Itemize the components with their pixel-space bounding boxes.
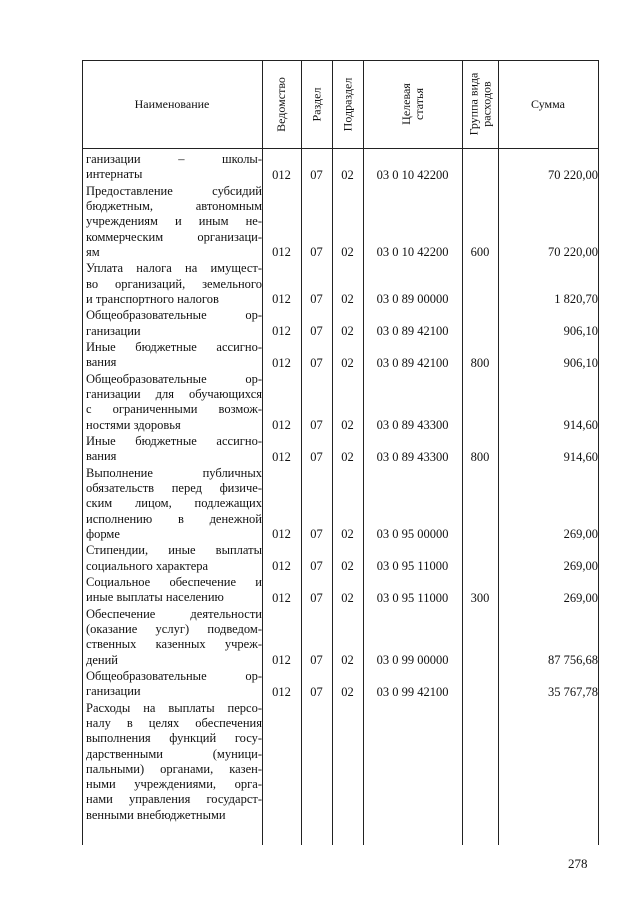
row-name-line: ганизации bbox=[86, 323, 141, 338]
row-name bbox=[86, 607, 262, 668]
row-name-line: во организаций, земельного bbox=[86, 276, 262, 291]
row-name-line: ственных казенных учреж- bbox=[86, 637, 262, 652]
row-name-line: вания bbox=[86, 449, 117, 464]
row-name-line: нами управления государст- bbox=[86, 792, 262, 807]
row-vedomstvo: 012 bbox=[272, 418, 291, 433]
row-summa: 914,60 bbox=[563, 449, 598, 464]
row-name-line: Выполнение публичных bbox=[86, 465, 262, 480]
row-summa: 906,10 bbox=[563, 324, 598, 339]
row-summa: 914,60 bbox=[563, 418, 598, 433]
row-summa: 35 767,78 bbox=[548, 684, 598, 699]
header-vedomstvo: Ведомство bbox=[274, 76, 289, 132]
row-celevaya-statya: 03 0 99 42100 bbox=[376, 684, 449, 699]
row-gruppa: 600 bbox=[470, 245, 490, 260]
header-razdel: Раздел bbox=[309, 87, 324, 121]
row-summa: 70 220,00 bbox=[548, 167, 598, 182]
row-razdel: 07 bbox=[310, 324, 323, 339]
row-vedomstvo: 012 bbox=[272, 527, 291, 542]
row-name-line: венными внебюджетными bbox=[86, 807, 226, 822]
row-name-line: социального характера bbox=[86, 558, 209, 573]
row-name-line: выполнения функций госу- bbox=[86, 731, 262, 746]
row-razdel: 07 bbox=[310, 292, 323, 307]
table-right-border bbox=[598, 60, 599, 845]
row-name-line: ганизации bbox=[86, 684, 141, 699]
row-podrazdel: 02 bbox=[341, 355, 354, 370]
row-summa: 269,00 bbox=[563, 590, 598, 605]
row-name-line: Стипендии, иные выплаты bbox=[86, 543, 262, 558]
row-podrazdel: 02 bbox=[341, 292, 354, 307]
row-name-line: налу в целях обеспечения bbox=[86, 715, 262, 730]
row-podrazdel: 02 bbox=[341, 527, 354, 542]
row-vedomstvo: 012 bbox=[272, 684, 291, 699]
row-name-line: Расходы на выплаты персо- bbox=[86, 700, 262, 715]
row-podrazdel: 02 bbox=[341, 324, 354, 339]
row-name-line: ганизации для обучающихся bbox=[86, 386, 262, 401]
row-name bbox=[86, 308, 262, 339]
row-name bbox=[86, 152, 262, 183]
page-number: 278 bbox=[568, 856, 588, 871]
row-name-line: учреждениям и иным не- bbox=[86, 214, 262, 229]
row-podrazdel: 02 bbox=[341, 653, 354, 668]
row-name-line: иные выплаты населению bbox=[86, 590, 224, 605]
row-vedomstvo: 012 bbox=[272, 292, 291, 307]
row-name-line: вания bbox=[86, 355, 117, 370]
row-celevaya-statya: 03 0 10 42200 bbox=[376, 167, 449, 182]
row-podrazdel: 02 bbox=[341, 449, 354, 464]
header-podrazdel: Подраздел bbox=[340, 77, 355, 131]
row-name-line: Уплата налога на имущест- bbox=[86, 261, 262, 276]
row-podrazdel: 02 bbox=[341, 559, 354, 574]
row-name bbox=[86, 575, 262, 606]
row-celevaya-statya: 03 0 89 42100 bbox=[376, 355, 449, 370]
row-summa: 269,00 bbox=[563, 559, 598, 574]
row-celevaya-statya: 03 0 89 43300 bbox=[376, 418, 449, 433]
row-name bbox=[86, 261, 262, 307]
header-bottom-border bbox=[82, 148, 599, 149]
row-name-line: ными учреждениями, орга- bbox=[86, 777, 262, 792]
row-name bbox=[86, 669, 262, 700]
row-razdel: 07 bbox=[310, 245, 323, 260]
row-gruppa: 800 bbox=[470, 355, 490, 370]
row-celevaya-statya: 03 0 99 00000 bbox=[376, 653, 449, 668]
row-celevaya-statya: 03 0 89 42100 bbox=[376, 324, 449, 339]
row-gruppa: 300 bbox=[470, 590, 490, 605]
row-name bbox=[86, 466, 262, 542]
row-name-line: Иные бюджетные ассигно- bbox=[86, 434, 262, 448]
row-name-line: Общеобразовательные ор- bbox=[86, 308, 262, 323]
row-celevaya-statya: 03 0 89 00000 bbox=[376, 292, 449, 307]
row-podrazdel: 02 bbox=[341, 418, 354, 433]
row-name-line: интернаты bbox=[86, 167, 143, 182]
row-razdel: 07 bbox=[310, 559, 323, 574]
row-name-line: исполнению в денежной bbox=[86, 511, 262, 526]
row-podrazdel: 02 bbox=[341, 245, 354, 260]
row-razdel: 07 bbox=[310, 418, 323, 433]
row-vedomstvo: 012 bbox=[272, 324, 291, 339]
row-summa: 87 756,68 bbox=[548, 653, 598, 668]
header-name: Наименование bbox=[134, 97, 210, 111]
row-vedomstvo: 012 bbox=[272, 559, 291, 574]
row-razdel: 07 bbox=[310, 527, 323, 542]
row-razdel: 07 bbox=[310, 167, 323, 182]
row-name bbox=[86, 372, 262, 433]
row-name-line: Иные бюджетные ассигно- bbox=[86, 340, 262, 354]
row-name-line: дарственными (муници- bbox=[86, 746, 262, 761]
row-name-line: коммерческим организаци- bbox=[86, 229, 262, 244]
row-celevaya-statya: 03 0 95 00000 bbox=[376, 527, 449, 542]
row-name-line: Социальное обеспечение и bbox=[86, 575, 262, 589]
row-name-line: ским лицом, подлежащих bbox=[86, 496, 262, 511]
row-podrazdel: 02 bbox=[341, 167, 354, 182]
row-summa: 70 220,00 bbox=[548, 245, 598, 260]
row-name-line: ностями здоровья bbox=[86, 417, 181, 432]
row-vedomstvo: 012 bbox=[272, 245, 291, 260]
row-vedomstvo: 012 bbox=[272, 449, 291, 464]
row-razdel: 07 bbox=[310, 653, 323, 668]
row-name-line: (оказание услуг) подведом- bbox=[86, 621, 262, 636]
row-name-line: ганизации – школы- bbox=[86, 152, 262, 166]
row-name bbox=[86, 701, 262, 823]
row-name bbox=[86, 434, 262, 465]
row-gruppa: 800 bbox=[470, 449, 490, 464]
header-celevaya-statya: Целевая статья bbox=[398, 83, 426, 125]
row-summa: 269,00 bbox=[563, 527, 598, 542]
row-name-line: Предоставление субсидий bbox=[86, 183, 262, 198]
row-podrazdel: 02 bbox=[341, 684, 354, 699]
row-summa: 906,10 bbox=[563, 355, 598, 370]
header-summa: Сумма bbox=[531, 97, 565, 111]
row-name-line: дений bbox=[86, 652, 118, 667]
row-vedomstvo: 012 bbox=[272, 355, 291, 370]
row-razdel: 07 bbox=[310, 355, 323, 370]
row-name-line: Обеспечение деятельности bbox=[86, 606, 262, 621]
row-vedomstvo: 012 bbox=[272, 590, 291, 605]
row-vedomstvo: 012 bbox=[272, 167, 291, 182]
row-name-line: бюджетным, автономным bbox=[86, 198, 262, 213]
row-name-line: пальными) органами, казен- bbox=[86, 761, 262, 776]
row-name-line: форме bbox=[86, 526, 120, 541]
row-name bbox=[86, 184, 262, 260]
header-gruppa-vida-rashodov: Группа вида расходов bbox=[466, 72, 493, 136]
row-celevaya-statya: 03 0 89 43300 bbox=[376, 449, 449, 464]
row-name-line: обязательств перед физиче- bbox=[86, 480, 262, 495]
row-razdel: 07 bbox=[310, 684, 323, 699]
row-celevaya-statya: 03 0 10 42200 bbox=[376, 245, 449, 260]
row-name-line: с ограниченными возмож- bbox=[86, 402, 262, 417]
row-name-line: и транспортного налогов bbox=[86, 291, 219, 306]
row-celevaya-statya: 03 0 95 11000 bbox=[376, 590, 449, 605]
row-razdel: 07 bbox=[310, 449, 323, 464]
row-vedomstvo: 012 bbox=[272, 653, 291, 668]
row-podrazdel: 02 bbox=[341, 590, 354, 605]
row-summa: 1 820,70 bbox=[554, 292, 598, 307]
row-razdel: 07 bbox=[310, 590, 323, 605]
row-name-line: Общеобразовательные ор- bbox=[86, 371, 262, 386]
row-name-line: Общеобразовательные ор- bbox=[86, 669, 262, 683]
row-name bbox=[86, 340, 262, 371]
row-celevaya-statya: 03 0 95 11000 bbox=[376, 559, 449, 574]
row-name-line: ям bbox=[86, 244, 100, 259]
row-name bbox=[86, 543, 262, 574]
table-left-border bbox=[82, 60, 83, 845]
